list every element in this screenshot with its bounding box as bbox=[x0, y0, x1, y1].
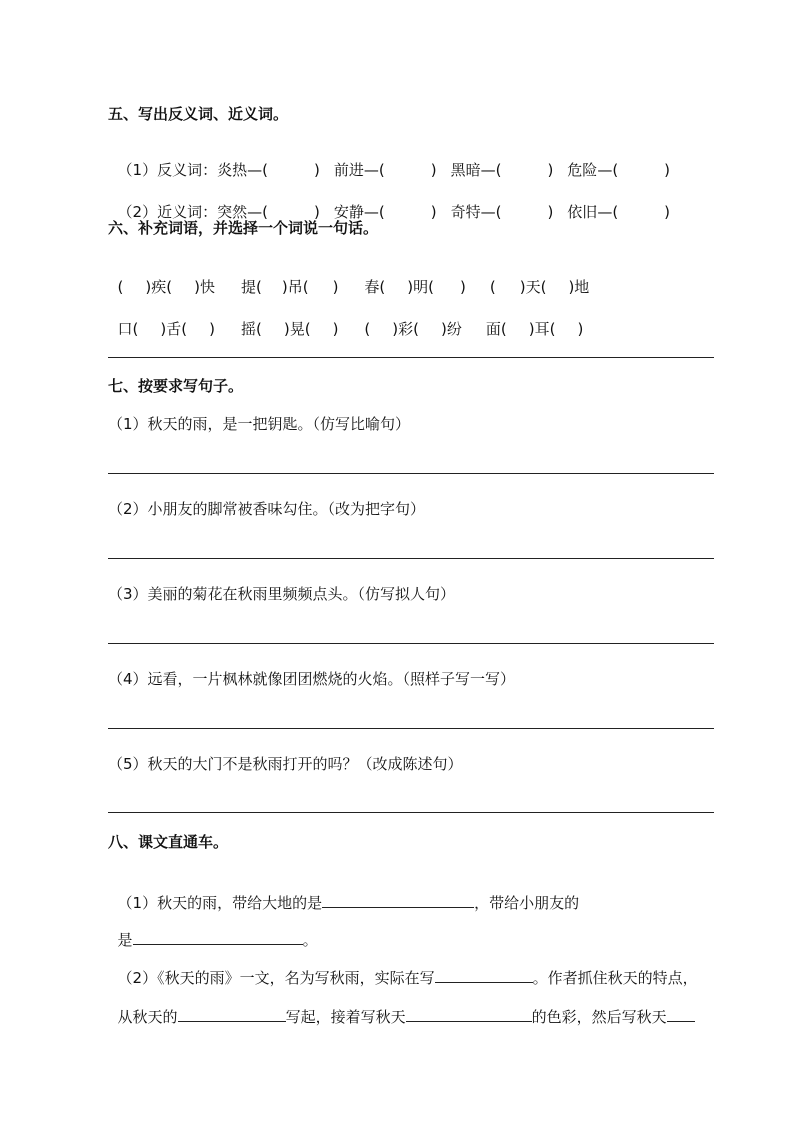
section-5-title: 五、写出反义词、近义词。 bbox=[108, 105, 289, 123]
idiom-part: ) bbox=[460, 278, 466, 296]
question-text: 是 bbox=[117, 931, 133, 949]
fill-blank[interactable] bbox=[406, 1005, 532, 1022]
idiom-part: )纷 bbox=[441, 320, 462, 338]
idiom-part: 面( bbox=[485, 320, 507, 338]
antonym-label: （1）反义词： bbox=[117, 161, 218, 179]
idiom-part: ( bbox=[364, 320, 371, 338]
idiom-part: 春( bbox=[364, 278, 386, 296]
question-text: （2）《秋天的雨》一文，名为写秋雨，实际在写 bbox=[117, 969, 435, 987]
antonym-word: 危险 bbox=[567, 161, 598, 179]
fill-blank[interactable] bbox=[133, 928, 303, 945]
paren-close: ) bbox=[430, 203, 437, 221]
antonym-word: 炎热 bbox=[217, 161, 248, 179]
idiom-part: ) bbox=[577, 320, 584, 338]
text-question-1-line-1 bbox=[108, 871, 579, 913]
question-text: 写起，接着写秋天 bbox=[285, 1008, 406, 1026]
idiom-part: ) bbox=[332, 278, 339, 296]
paren-close: ) bbox=[547, 161, 554, 179]
dash: — bbox=[363, 203, 379, 221]
idiom-part: ) bbox=[209, 320, 215, 338]
synonym-row bbox=[108, 182, 670, 222]
text-question-1-line-2 bbox=[108, 908, 318, 950]
synonym-label: （2）近义词： bbox=[117, 203, 218, 221]
idiom-part: )疾( bbox=[145, 278, 173, 296]
section-8-title: 八、课文直通车。 bbox=[108, 833, 229, 851]
answer-line[interactable] bbox=[108, 473, 714, 474]
paren-open: ( bbox=[262, 161, 268, 179]
idiom-part: )快 bbox=[194, 278, 215, 296]
question-text: 从秋天的 bbox=[117, 1008, 178, 1026]
section-6-title: 六、补充词语，并选择一个词说一句话。 bbox=[108, 219, 379, 237]
dash: — bbox=[247, 161, 263, 179]
question-text: 的色彩，然后写秋天 bbox=[531, 1008, 667, 1026]
paren-open: ( bbox=[378, 161, 385, 179]
sentence-task-2: （2）小朋友的脚常被香味勾住。（改为把字句） bbox=[108, 500, 426, 518]
paren-open: ( bbox=[495, 203, 502, 221]
dash: — bbox=[480, 161, 496, 179]
paren-close: ) bbox=[430, 161, 437, 179]
sentence-task-4: （4）远看，一片枫林就像团团燃烧的火焰。（照样子写一写） bbox=[108, 670, 516, 688]
antonym-word: 前进 bbox=[333, 161, 364, 179]
answer-line[interactable] bbox=[108, 728, 714, 729]
fill-blank[interactable] bbox=[435, 966, 533, 983]
paren-open: ( bbox=[378, 203, 385, 221]
synonym-word: 依旧 bbox=[567, 203, 598, 221]
paren-close: ) bbox=[547, 203, 554, 221]
answer-line[interactable] bbox=[108, 558, 714, 559]
sentence-task-1: （1）秋天的雨，是一把钥匙。（仿写比喻句） bbox=[108, 415, 411, 433]
answer-line[interactable] bbox=[108, 812, 714, 813]
antonym-row bbox=[108, 140, 670, 180]
question-text: 。 bbox=[302, 931, 318, 949]
paren-open: ( bbox=[612, 203, 619, 221]
idiom-part: )天( bbox=[519, 278, 547, 296]
question-text: （1）秋天的雨，带给大地的是 bbox=[117, 894, 323, 912]
idiom-part: ) bbox=[332, 320, 339, 338]
paren-open: ( bbox=[495, 161, 502, 179]
sentence-task-5: （5）秋天的大门不是秋雨打开的吗？（改成陈述句） bbox=[108, 755, 463, 773]
antonym-word: 黑暗 bbox=[450, 161, 481, 179]
paren-open: ( bbox=[262, 203, 268, 221]
synonym-word: 安静 bbox=[333, 203, 364, 221]
question-text: ，带给小朋友的 bbox=[474, 894, 580, 912]
paren-close: ) bbox=[664, 161, 671, 179]
dash: — bbox=[480, 203, 496, 221]
synonym-word: 奇特 bbox=[450, 203, 481, 221]
idiom-part: )明( bbox=[407, 278, 434, 296]
idiom-part: )地 bbox=[568, 278, 590, 296]
paren-close: ) bbox=[313, 203, 320, 221]
idiom-part: ( bbox=[117, 278, 124, 296]
text-question-2-line-1 bbox=[108, 946, 698, 988]
idiom-part: )彩( bbox=[392, 320, 419, 338]
synonym-word: 突然 bbox=[217, 203, 248, 221]
idiom-part: 口( bbox=[117, 320, 139, 338]
paren-open: ( bbox=[612, 161, 619, 179]
idiom-part: )吊( bbox=[281, 278, 309, 296]
idiom-part: )舌( bbox=[160, 320, 188, 338]
section-7-title: 七、按要求写句子。 bbox=[108, 377, 244, 395]
dash: — bbox=[597, 203, 613, 221]
idiom-part: 提( bbox=[240, 278, 262, 296]
fill-blank[interactable] bbox=[322, 891, 474, 908]
answer-line[interactable] bbox=[108, 357, 714, 358]
dash: — bbox=[247, 203, 263, 221]
answer-line[interactable] bbox=[108, 643, 714, 644]
dash: — bbox=[363, 161, 379, 179]
idiom-part: )晃( bbox=[283, 320, 311, 338]
idiom-part: 摇( bbox=[240, 320, 262, 338]
idiom-part: )耳( bbox=[528, 320, 556, 338]
fill-blank[interactable] bbox=[667, 1005, 695, 1022]
text-question-2-line-2 bbox=[108, 985, 695, 1027]
idiom-row-1 bbox=[108, 257, 589, 297]
idiom-row-2 bbox=[108, 299, 583, 339]
question-text: 。作者抓住秋天的特点， bbox=[532, 969, 698, 987]
idiom-part: ( bbox=[489, 278, 496, 296]
paren-close: ) bbox=[313, 161, 320, 179]
sentence-task-3: （3）美丽的菊花在秋雨里频频点头。（仿写拟人句） bbox=[108, 585, 456, 603]
dash: — bbox=[597, 161, 613, 179]
fill-blank[interactable] bbox=[178, 1005, 286, 1022]
paren-close: ) bbox=[664, 203, 671, 221]
